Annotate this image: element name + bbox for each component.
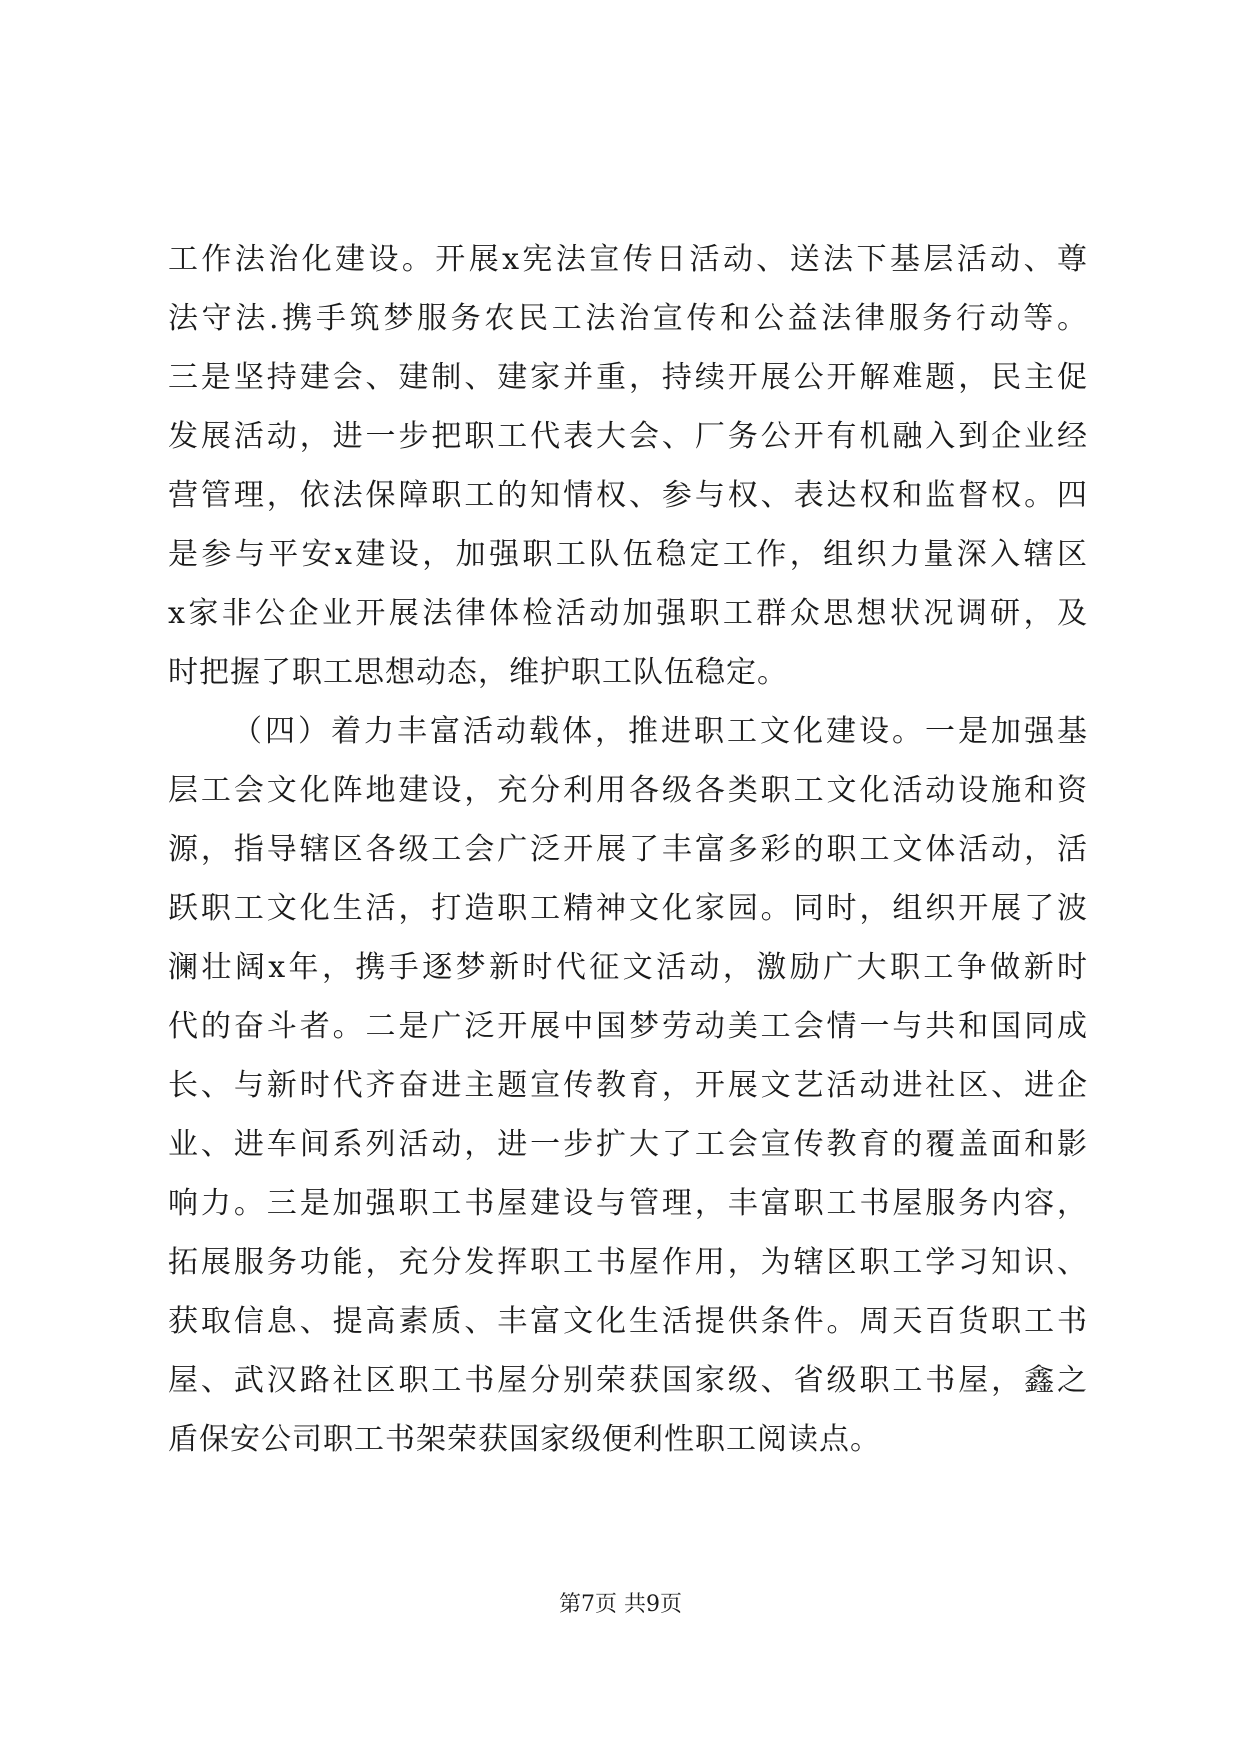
text-line: x家非公企业开展法律体检活动加强职工群众思想状况调研，及 (168, 596, 1088, 631)
text-line: 三是坚持建会、建制、建家并重，持续开展公开解难题，民主促 (168, 360, 1088, 395)
section-heading-line: （四）着力丰富活动载体，推进职工文化建设。一是加强基 (232, 714, 1088, 749)
text-line: 获取信息、提高素质、丰富文化生活提供条件。周天百货职工书 (168, 1304, 1088, 1339)
text-line: 发展活动，进一步把职工代表大会、厂务公开有机融入到企业经 (168, 419, 1088, 454)
text-line: 澜壮阔x年，携手逐梦新时代征文活动，激励广大职工争做新时 (168, 950, 1088, 985)
text-line: 代的奋斗者。二是广泛开展中国梦劳动美工会情一与共和国同成 (168, 1009, 1088, 1044)
text-line: 时把握了职工思想动态，维护职工队伍稳定。 (168, 655, 788, 690)
text-line: 跃职工文化生活，打造职工精神文化家园。同时，组织开展了波 (168, 891, 1088, 926)
text-line: 工作法治化建设。开展x宪法宣传日活动、送法下基层活动、尊 (168, 242, 1088, 277)
text-line: 屋、武汉路社区职工书屋分别荣获国家级、省级职工书屋，鑫之 (168, 1363, 1088, 1398)
text-line: 盾保安公司职工书架荣获国家级便利性职工阅读点。 (168, 1422, 881, 1457)
document-body (168, 230, 1088, 1469)
text-line: 营管理，依法保障职工的知情权、参与权、表达权和监督权。四 (168, 478, 1088, 513)
text-line: 响力。三是加强职工书屋建设与管理，丰富职工书屋服务内容， (168, 1186, 1088, 1221)
text-line: 源，指导辖区各级工会广泛开展了丰富多彩的职工文体活动，活 (168, 832, 1088, 867)
text-line: 长、与新时代齐奋进主题宣传教育，开展文艺活动进社区、进企 (168, 1068, 1088, 1103)
text-line: 层工会文化阵地建设，充分利用各级各类职工文化活动设施和资 (168, 773, 1088, 808)
text-line: 法守法.携手筑梦服务农民工法治宣传和公益法律服务行动等。 (168, 301, 1088, 336)
text-line: 业、进车间系列活动，进一步扩大了工会宣传教育的覆盖面和影 (168, 1127, 1088, 1162)
page-number-footer: 第7页 共9页 (559, 1592, 682, 1617)
text-line: 是参与平安x建设，加强职工队伍稳定工作，组织力量深入辖区 (168, 537, 1088, 572)
text-line: 拓展服务功能，充分发挥职工书屋作用，为辖区职工学习知识、 (168, 1245, 1088, 1280)
